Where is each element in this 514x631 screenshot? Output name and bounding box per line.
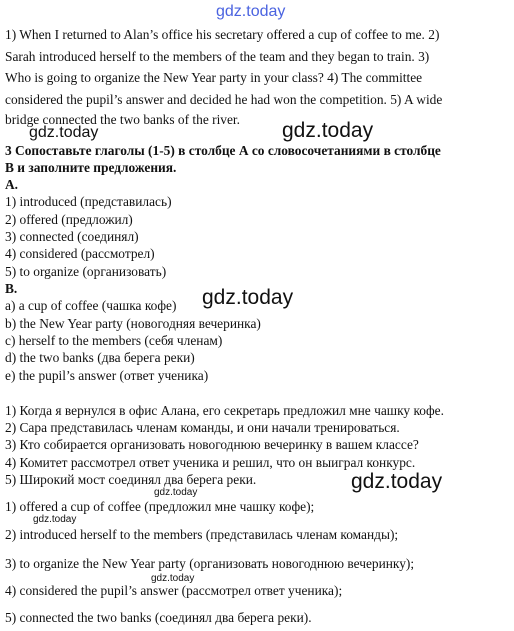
column-a-item: 2) offered (предложил) (5, 212, 133, 227)
column-a-item: 1) introduced (представилась) (5, 194, 172, 209)
column-b-label: B. (5, 281, 18, 296)
paragraph-line: bridge connected the two banks of the river. (5, 112, 241, 127)
translation-line: 3) Кто собирается организовать новогоднюю вечеринку в вашем классе? (5, 437, 419, 452)
answer-line: 5) connected the two banks (соединял два берега реки). (5, 610, 312, 625)
watermark: gdz.today (154, 487, 198, 498)
column-a-item: 3) connected (соединял) (5, 229, 139, 244)
watermark: gdz.today (202, 286, 294, 309)
paragraph-line: Who is going to organize the New Year party in your class? 4) The committee (5, 70, 423, 85)
answer-line: 4) considered the pupil’s answer (рассмотрел ответ ученика); (5, 583, 343, 598)
paragraph-line: Sarah introduced herself to the members of the team and they began to train. 3) (5, 49, 430, 64)
translation-line: 4) Комитет рассмотрел ответ ученика и решил, что он выиграл конкурс. (5, 455, 416, 470)
column-b-item: d) the two banks (два берега реки) (5, 350, 195, 365)
column-b-item: c) herself to the members (себя членам) (5, 333, 223, 348)
watermark-top: gdz.today (216, 3, 286, 20)
translation-line: 5) Широкий мост соединял два берега реки. (5, 472, 257, 487)
column-a-label: A. (5, 177, 19, 192)
column-b-item: b) the New Year party (новогодняя вечеринка) (5, 316, 261, 331)
translation-line: 2) Сара представилась членам команды, и они начали тренироваться. (5, 420, 400, 435)
task-title: 3 Сопоставьте глаголы (1-5) в столбце А со словосочетаниями в столбце (5, 143, 441, 158)
column-b-item: e) the pupil’s answer (ответ ученика) (5, 368, 209, 383)
watermark: gdz.today (29, 124, 99, 141)
watermark: gdz.today (282, 119, 374, 142)
answer-line: 3) to organize the New Year party (организовать новогоднюю вечеринку); (5, 556, 415, 571)
answer-line: 1) offered a cup of coffee (предложил мне чашку кофе); (5, 499, 315, 514)
paragraph-line: 1) When I returned to Alan’s office his secretary offered a cup of coffee to me. 2) (5, 27, 440, 42)
translation-line: 1) Когда я вернулся в офис Алана, его секретарь предложил мне чашку кофе. (5, 403, 444, 418)
watermark: gdz.today (351, 470, 443, 493)
paragraph-line: considered the pupil’s answer and decided he had won the competition. 5) A wide (5, 92, 443, 107)
column-a-item: 5) to organize (организовать) (5, 264, 167, 279)
column-a-item: 4) considered (рассмотрел) (5, 246, 155, 261)
column-b-item: a) a cup of coffee (чашка кофе) (5, 298, 177, 313)
answer-line: 2) introduced herself to the members (представилась членам команды); (5, 527, 399, 542)
watermark: gdz.today (151, 573, 195, 584)
task-title: В и заполните предложения. (5, 160, 177, 175)
watermark: gdz.today (33, 514, 77, 525)
